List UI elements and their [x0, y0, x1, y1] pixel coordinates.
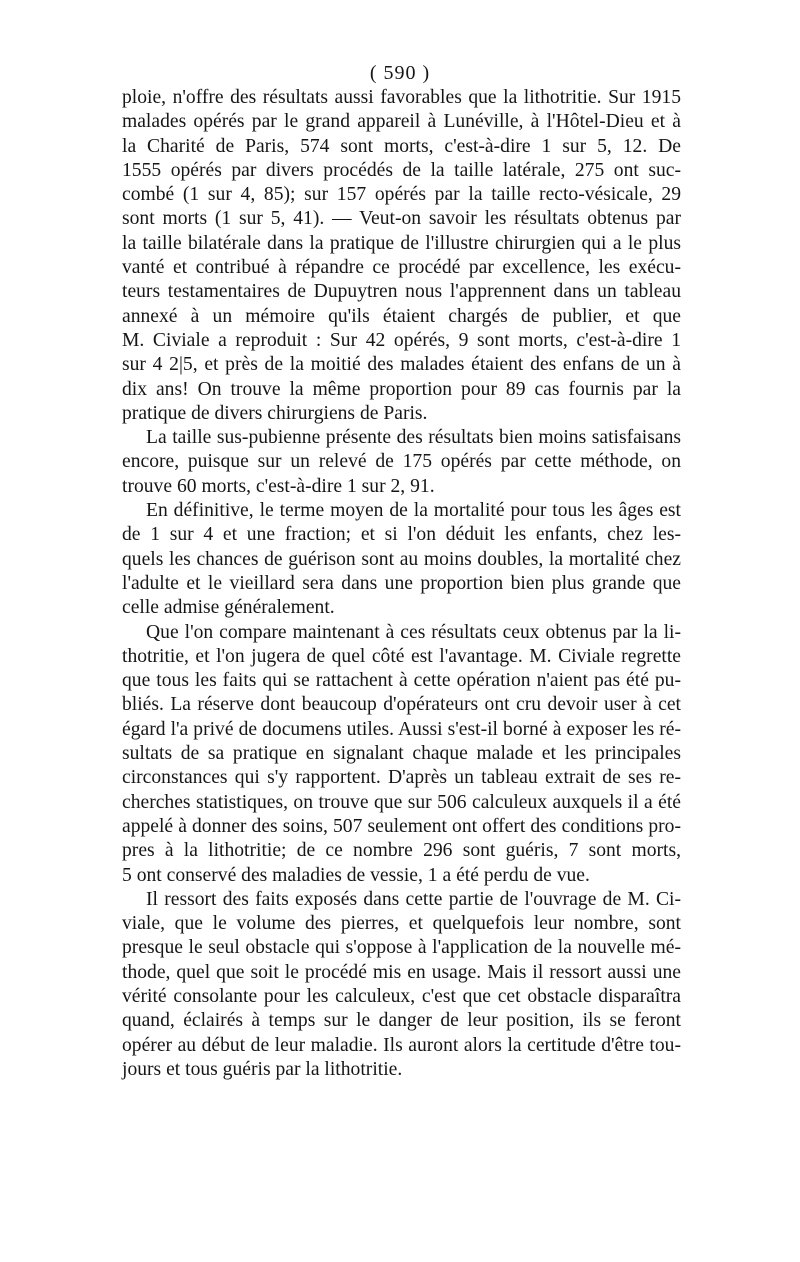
text-line: thotritie, et l'on jugera de quel côté est l'avantage. M. Civiale regrette: [122, 645, 681, 667]
text-line: bliés. La réserve dont beaucoup d'opérateurs ont cru devoir user à cet: [122, 694, 681, 716]
page-number: ( 590 ): [369, 62, 431, 84]
text-line: vérité consolante pour les calculeux, c'est que cet obstacle disparaîtra: [122, 985, 681, 1007]
text-line: 1555 opérés par divers procédés de la taille latérale, 275 ont suc-: [122, 159, 681, 181]
text-line: Que l'on compare maintenant à ces résultats ceux obtenus par la li-: [146, 621, 681, 643]
text-line: égard l'a privé de documens utiles. Aussi s'est-il borné à exposer les ré-: [122, 718, 681, 740]
text-line: pres à la lithotritie; de ce nombre 296 sont guéris, 7 sont morts,: [122, 840, 681, 862]
text-line: celle admise généralement.: [122, 597, 335, 619]
paragraph: [122, 888, 681, 1082]
text-line: En définitive, le terme moyen de la mortalité pour tous les âges est: [146, 500, 681, 522]
text-line: viale, que le volume des pierres, et quelquefois leur nombre, sont: [122, 913, 681, 935]
text-line: quand, éclairés à temps sur le danger de leur position, ils se feront: [122, 1010, 681, 1032]
paragraph: [122, 86, 681, 426]
text-line: thode, quel que soit le procédé mis en usage. Mais il ressort aussi une: [122, 961, 681, 983]
text-line: presque le seul obstacle qui s'oppose à l'application de la nouvelle mé-: [122, 937, 681, 959]
text-line: encore, puisque sur un relevé de 175 opérés par cette méthode, on: [122, 451, 681, 473]
text-line: que tous les faits qui se rattachent à cette opération n'aient pas été pu-: [122, 670, 681, 692]
paragraph: [122, 499, 681, 620]
text-line: 5 ont conservé des maladies de vessie, 1 a été perdu de vue.: [122, 864, 590, 886]
text-line: ploie, n'offre des résultats aussi favorables que la lithotritie. Sur 1915: [122, 87, 681, 108]
text-line: Il ressort des faits exposés dans cette partie de l'ouvrage de M. Ci-: [146, 888, 681, 910]
text-line: circonstances qui s'y rapportent. D'après un tableau extrait de ses re-: [122, 767, 681, 789]
text-line: teurs testamentaires de Dupuytren nous l'apprennent dans un tableau: [122, 281, 681, 303]
text-line: trouve 60 morts, c'est-à-dire 1 sur 2, 91.: [122, 475, 435, 497]
text-line: La taille sus-pubienne présente des résultats bien moins satisfaisans: [146, 427, 681, 449]
text-line: de 1 sur 4 et une fraction; et si l'on déduit les enfants, chez les-: [122, 524, 681, 546]
text-line: la Charité de Paris, 574 sont morts, c'est-à-dire 1 sur 5, 12. De: [122, 135, 681, 157]
text-line: l'adulte et le vieillard sera dans une proportion bien plus grande que: [122, 572, 681, 594]
text-line: pratique de divers chirurgiens de Paris.: [122, 402, 428, 424]
text-line: opérer au début de leur maladie. Ils auront alors la certitude d'être tou-: [122, 1034, 681, 1056]
body-text: [122, 86, 681, 1082]
text-line: M. Civiale a reproduit : Sur 42 opérés, 9 sont morts, c'est-à-dire 1: [122, 329, 681, 351]
text-line: sont morts (1 sur 5, 41). — Veut-on savoir les résultats obtenus par: [122, 208, 681, 230]
text-line: sultats de sa pratique en signalant chaque malade et les principales: [122, 743, 681, 765]
text-line: appelé à donner des soins, 507 seulement ont offert des conditions pro-: [122, 815, 681, 837]
paragraph: [122, 621, 681, 888]
paragraph: [122, 426, 681, 499]
text-line: malades opérés par le grand appareil à Lunéville, à l'Hôtel-Dieu et à: [122, 111, 681, 133]
text-line: combé (1 sur 4, 85); sur 157 opérés par la taille recto-vésicale, 29: [122, 184, 681, 206]
text-line: vanté et contribué à répandre ce procédé par excellence, les exécu-: [122, 257, 681, 279]
text-line: annexé à un mémoire qu'ils étaient chargés de publier, et que: [122, 305, 681, 327]
text-line: jours et tous guéris par la lithotritie.: [122, 1058, 403, 1080]
text-line: quels les chances de guérison sont au moins doubles, la mortalité chez: [122, 548, 681, 570]
text-line: dix ans! On trouve la même proportion pour 89 cas fournis par la: [122, 378, 681, 400]
text-line: la taille bilatérale dans la pratique de l'illustre chirurgien qui a le plus: [122, 232, 681, 254]
text-line: sur 4 2|5, et près de la moitié des malades étaient des enfans de un à: [122, 354, 681, 376]
text-line: cherches statistiques, on trouve que sur 506 calculeux auxquels il a été: [122, 791, 681, 813]
